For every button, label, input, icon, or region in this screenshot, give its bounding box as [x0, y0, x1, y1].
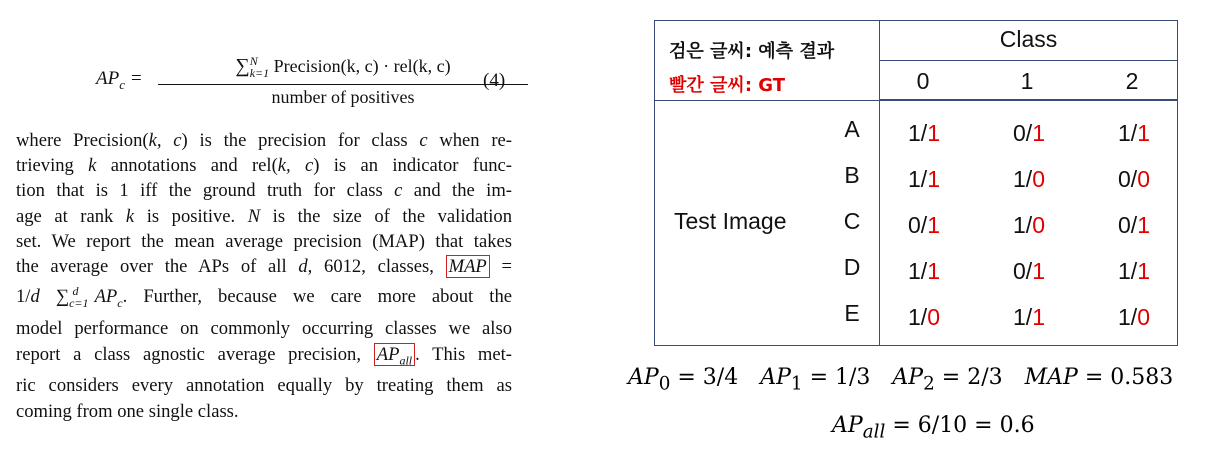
- table-cell: [884, 166, 964, 193]
- row-label: E: [844, 300, 860, 326]
- prediction-value: 1/: [1013, 212, 1033, 238]
- class-header: Class: [999, 26, 1058, 52]
- prediction-value: 0/: [908, 212, 928, 238]
- prediction-value: 1/: [1013, 166, 1033, 192]
- legend-prediction: 검은 글씨: 예측 결과: [669, 41, 835, 62]
- prediction-value: 0/: [1013, 258, 1033, 284]
- prediction-value: 0/: [1118, 212, 1138, 238]
- ground-truth-value: 1: [1032, 304, 1045, 330]
- formula-numerator: ∑$^N_{k=1}$ Precision(k, c) · rel(k, c): [158, 54, 528, 85]
- prediction-value: 1/: [908, 304, 928, 330]
- paragraph-line: the average over the APs of all d, 6012, classes, MAP =: [16, 256, 513, 278]
- row-label: D: [843, 254, 861, 280]
- row-label: A: [844, 116, 860, 142]
- ap-term: $AP_2 = 2/3$: [892, 365, 1003, 395]
- table-cell: [1094, 258, 1174, 285]
- prediction-value: 0/: [1013, 120, 1033, 146]
- prediction-value: 1/: [908, 166, 928, 192]
- header-divider: [879, 60, 1178, 61]
- table-cell: [989, 258, 1069, 285]
- ground-truth-value: 1: [1137, 120, 1150, 146]
- table-cell: [884, 120, 964, 147]
- paragraph-line: age at rank k is positive. N is the size of the validation: [16, 205, 512, 227]
- legend-ground-truth: 빨간 글씨: GT: [669, 75, 786, 96]
- paragraph-line: tion that is 1 iff the ground truth for class c and the im-: [16, 180, 512, 202]
- paper-paragraph: [16, 128, 512, 424]
- ap-term: MAP = 0.583: [1024, 365, 1174, 390]
- ground-truth-value: 1: [927, 258, 940, 284]
- table-cell: [989, 166, 1069, 193]
- table-cell: [1094, 120, 1174, 147]
- ground-truth-value: 1: [1137, 258, 1150, 284]
- ap-term: $AP_0 = 3/4$: [628, 365, 739, 395]
- paragraph-line: ric considers every annotation equally by treating them as: [16, 375, 512, 397]
- prediction-value: 1/: [1118, 304, 1138, 330]
- formula-fraction: [158, 54, 528, 108]
- ground-truth-value: 1: [1032, 120, 1045, 146]
- paragraph-line: 1/d $\sum_{c=1}^d$ $AP_c$. Further, because we care more about the: [16, 284, 512, 311]
- prediction-table: [654, 20, 1178, 346]
- paragraph-line: coming from one single class.: [16, 400, 239, 422]
- ground-truth-value: 1: [1032, 258, 1045, 284]
- ground-truth-value: 0: [1032, 212, 1045, 238]
- table-cell: [989, 120, 1069, 147]
- ground-truth-value: 0: [927, 304, 940, 330]
- prediction-value: 1/: [1118, 120, 1138, 146]
- ground-truth-value: 1: [927, 166, 940, 192]
- ground-truth-value: 1: [927, 212, 940, 238]
- ground-truth-value: 1: [927, 120, 940, 146]
- formula-lhs: $AP_c$ =: [96, 68, 143, 92]
- ap-all-result: $AP_{all} = 6/10 = 0.6$: [832, 413, 1035, 443]
- prediction-value: 1/: [1013, 304, 1033, 330]
- ground-truth-value: 0: [1137, 304, 1150, 330]
- paragraph-line: set. We report the mean average precision (MAP) that takes: [16, 230, 512, 252]
- column-header-1: 1: [1020, 68, 1034, 94]
- column-header-2: 2: [1125, 68, 1139, 94]
- row-label: C: [843, 208, 861, 234]
- ap-all-value: = 6/10 = 0.6: [885, 413, 1035, 438]
- row-group-label: Test Image: [674, 208, 787, 234]
- table-cell: [1094, 304, 1174, 331]
- formula-denominator: number of positives: [271, 86, 415, 107]
- equation-number: (4): [483, 70, 506, 91]
- paragraph-line: report a class agnostic average precision, $AP_{all}$ . This met-: [16, 343, 513, 368]
- apall-highlight-box: $AP_{all}$: [374, 343, 415, 366]
- paragraph-line: trieving k annotations and rel(k, c) is an indicator func-: [16, 155, 512, 177]
- paragraph-line: model performance on commonly occurring classes we also: [16, 318, 512, 340]
- ground-truth-value: 0: [1032, 166, 1045, 192]
- ap-all-name: AP: [832, 413, 863, 438]
- prediction-value: 0/: [1118, 166, 1138, 192]
- table-cell: [989, 212, 1069, 239]
- ground-truth-value: 1: [1137, 212, 1150, 238]
- table-cell: [1094, 212, 1174, 239]
- table-cell: [884, 304, 964, 331]
- prediction-value: 1/: [1118, 258, 1138, 284]
- table-cell: [884, 258, 964, 285]
- ground-truth-value: 0: [1137, 166, 1150, 192]
- body-divider: [879, 100, 880, 346]
- legend-cell: [654, 20, 879, 100]
- column-header-0: 0: [916, 68, 930, 94]
- ap-term: $AP_1 = 1/3$: [760, 365, 871, 395]
- ap-results: [628, 364, 1173, 394]
- table-cell: [989, 304, 1069, 331]
- prediction-value: 1/: [908, 120, 928, 146]
- table-cell: [884, 212, 964, 239]
- map-highlight-box: MAP: [446, 255, 490, 278]
- prediction-value: 1/: [908, 258, 928, 284]
- paragraph-line: where Precision(k, c) is the precision for class c when re-: [16, 130, 512, 151]
- table-cell: [1094, 166, 1174, 193]
- row-label: B: [844, 162, 860, 188]
